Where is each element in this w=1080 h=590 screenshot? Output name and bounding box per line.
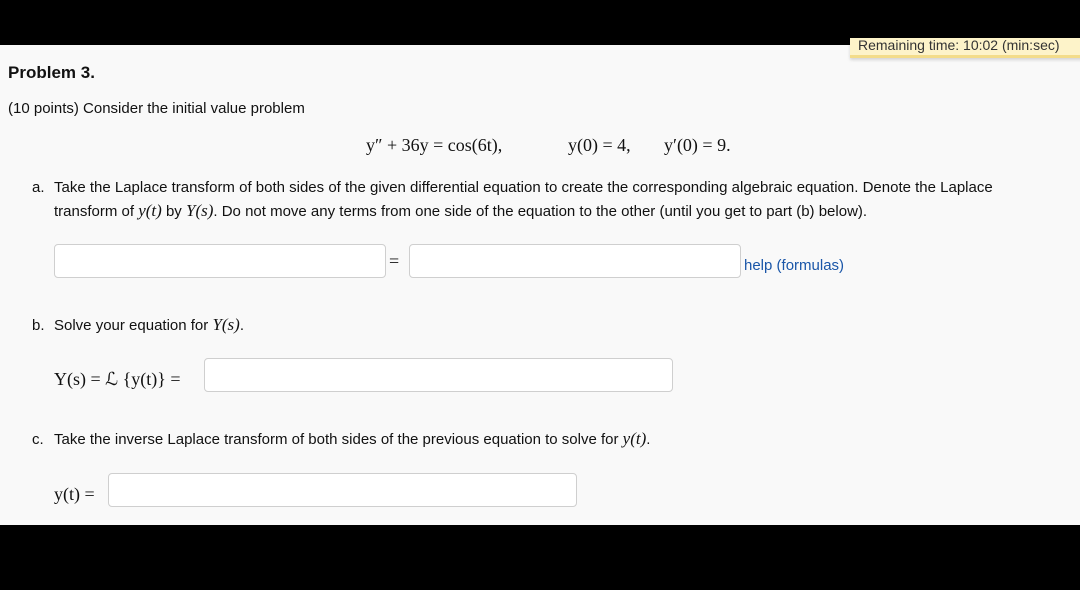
- remaining-time-banner: Remaining time: 10:02 (min:sec): [850, 38, 1080, 58]
- laplace-rhs-input[interactable]: [409, 244, 741, 278]
- part-c-label: c.: [32, 431, 44, 448]
- part-a-text-2c: . Do not move any terms from one side of the equation to the other (until you get to part (b) below).: [213, 203, 868, 220]
- laplace-lhs-input[interactable]: [54, 244, 386, 278]
- yt-answer-input[interactable]: [108, 473, 577, 507]
- Ys-answer-input[interactable]: [204, 358, 673, 392]
- help-formulas-link[interactable]: help (formulas): [744, 257, 845, 274]
- part-c-lhs: y(t) =: [54, 484, 95, 504]
- part-c-text: Take the inverse Laplace transform of both sides of the previous equation to solve for: [54, 431, 619, 448]
- initial-condition-2: y′(0) = 9.: [664, 135, 731, 155]
- part-a-text-2a: transform of: [54, 203, 135, 220]
- equals-sign: =: [389, 251, 400, 271]
- part-b-text: Solve your equation for: [54, 317, 209, 334]
- problem-intro: (10 points) Consider the initial value problem: [8, 100, 305, 117]
- problem-title: Problem 3.: [8, 63, 95, 82]
- problem-page: [0, 45, 1080, 525]
- part-c-math-yt: y(t): [622, 429, 647, 448]
- part-c-period: .: [646, 431, 651, 448]
- part-a-text-line1: Take the Laplace transform of both sides of the given differential equation to create the corresponding algebraic equation. Denote the Laplace: [54, 179, 993, 196]
- part-a-text-2b: by: [165, 203, 182, 220]
- part-a-instructions: [32, 176, 1072, 223]
- initial-condition-1: y(0) = 4,: [568, 135, 631, 155]
- part-a-label: a.: [32, 179, 45, 196]
- part-c-instructions: [32, 427, 650, 451]
- part-b-period: .: [239, 317, 245, 334]
- part-a-math-Ys: Y(s): [185, 201, 214, 220]
- part-a-math-yt: y(t): [138, 201, 162, 220]
- part-b-instructions: [32, 313, 244, 337]
- part-b-lhs: Y(s) = ℒ {y(t)} =: [54, 369, 181, 389]
- part-b-math-Ys: Y(s): [212, 315, 240, 334]
- ode-equation: y″ + 36y = cos(6t),: [366, 135, 503, 155]
- part-b-label: b.: [32, 317, 45, 334]
